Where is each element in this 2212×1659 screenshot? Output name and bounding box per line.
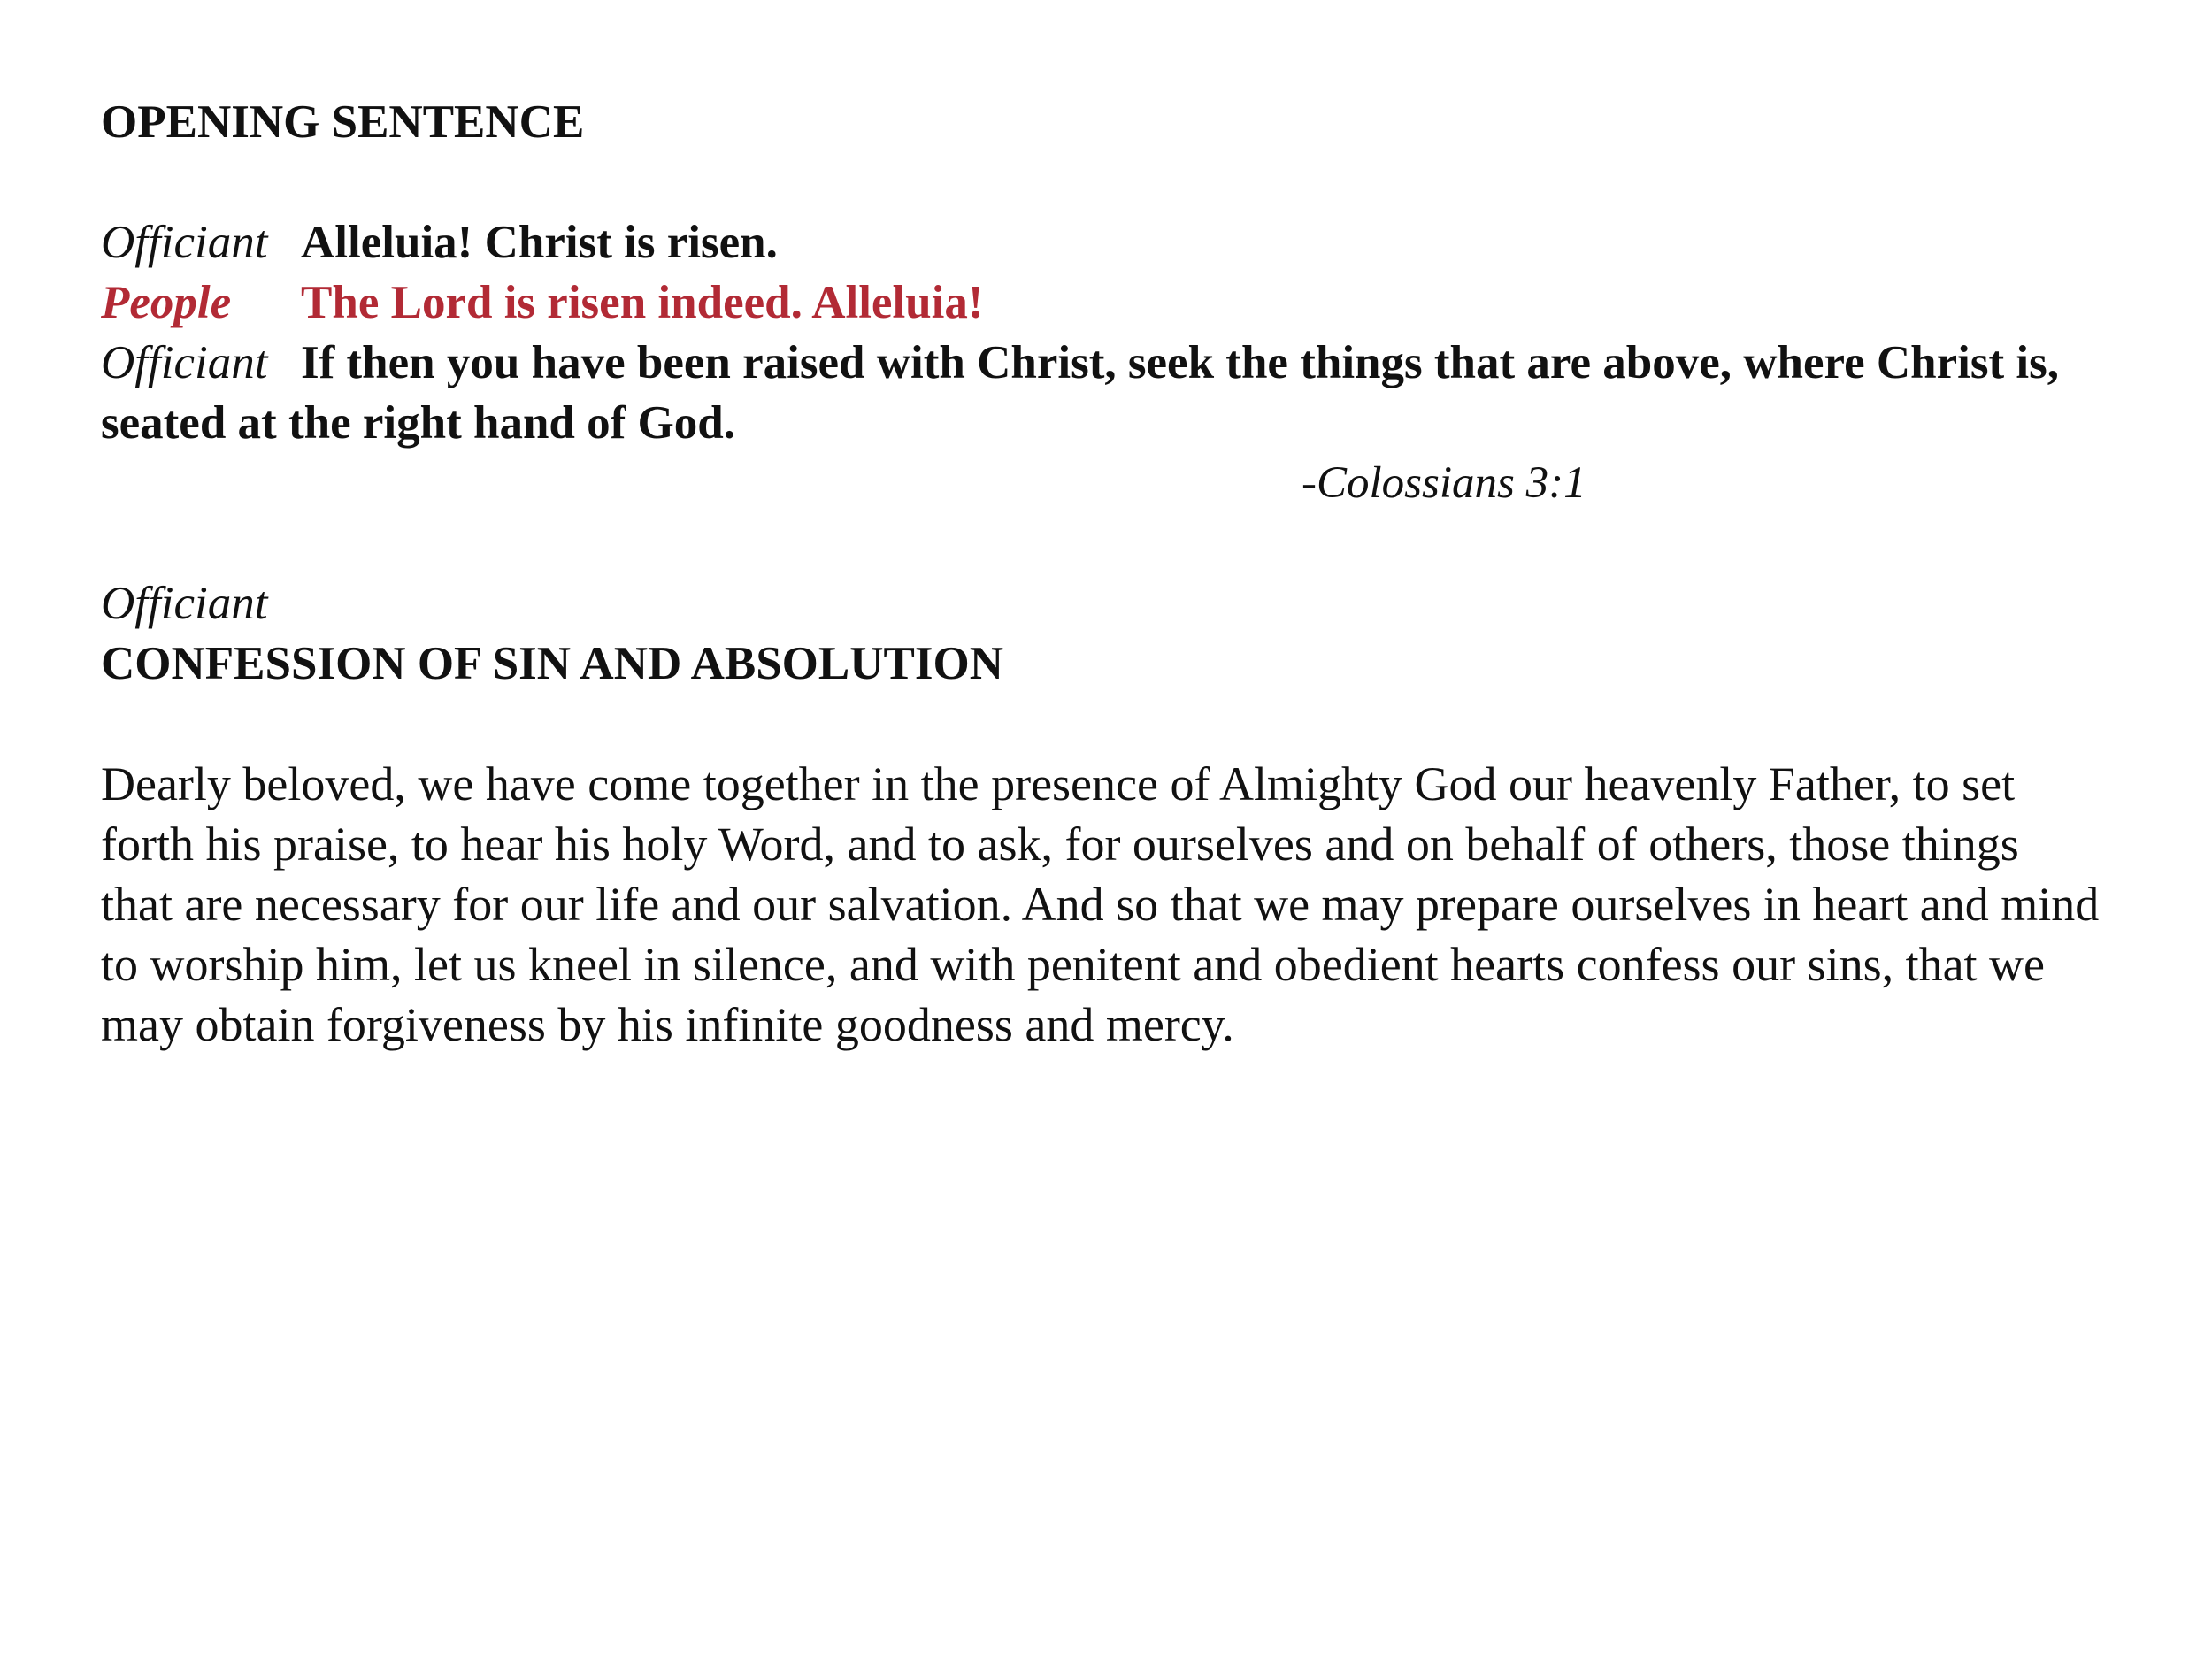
exhortation-line: may obtain forgiveness by his infinite goodness and mercy. — [101, 998, 1234, 1051]
confession-exhortation — [101, 754, 2136, 1055]
officiant-line-1 — [101, 212, 778, 273]
exhortation-line: Dearly beloved, we have come together in the presence of Almighty God our heavenly Father, to set — [101, 757, 2016, 810]
confession-officiant-role-label: Officiant — [101, 578, 268, 629]
officiant-text: Alleluia! Christ is risen. — [301, 217, 778, 268]
people-role-label: People — [101, 277, 232, 328]
officiant-role-label: Officiant — [101, 337, 268, 388]
exhortation-line: forth his praise, to hear his holy Word, and to ask, for ourselves and on behalf of others, those things — [101, 818, 2019, 871]
officiant-scripture-text: If then you have been raised with Christ, seek the things that are above, where Christ is, — [301, 337, 2060, 388]
exhortation-line: that are necessary for our life and our salvation. And so that we may prepare ourselves in heart and mind — [101, 878, 2100, 931]
scripture-citation: -Colossians 3:1 — [1302, 458, 1586, 508]
scripture-continuation: seated at the right hand of God. — [101, 397, 736, 449]
people-response-text: The Lord is risen indeed. Alleluia! — [301, 277, 984, 328]
people-line — [101, 273, 984, 333]
opening-sentence-heading: OPENING SENTENCE — [101, 96, 585, 148]
officiant-role-label: Officiant — [101, 217, 268, 268]
officiant-line-2 — [101, 333, 2059, 393]
exhortation-line: to worship him, let us kneel in silence, and with penitent and obedient hearts confess our sins, that we — [101, 938, 2046, 991]
confession-heading: CONFESSION OF SIN AND ABSOLUTION — [101, 638, 1003, 689]
